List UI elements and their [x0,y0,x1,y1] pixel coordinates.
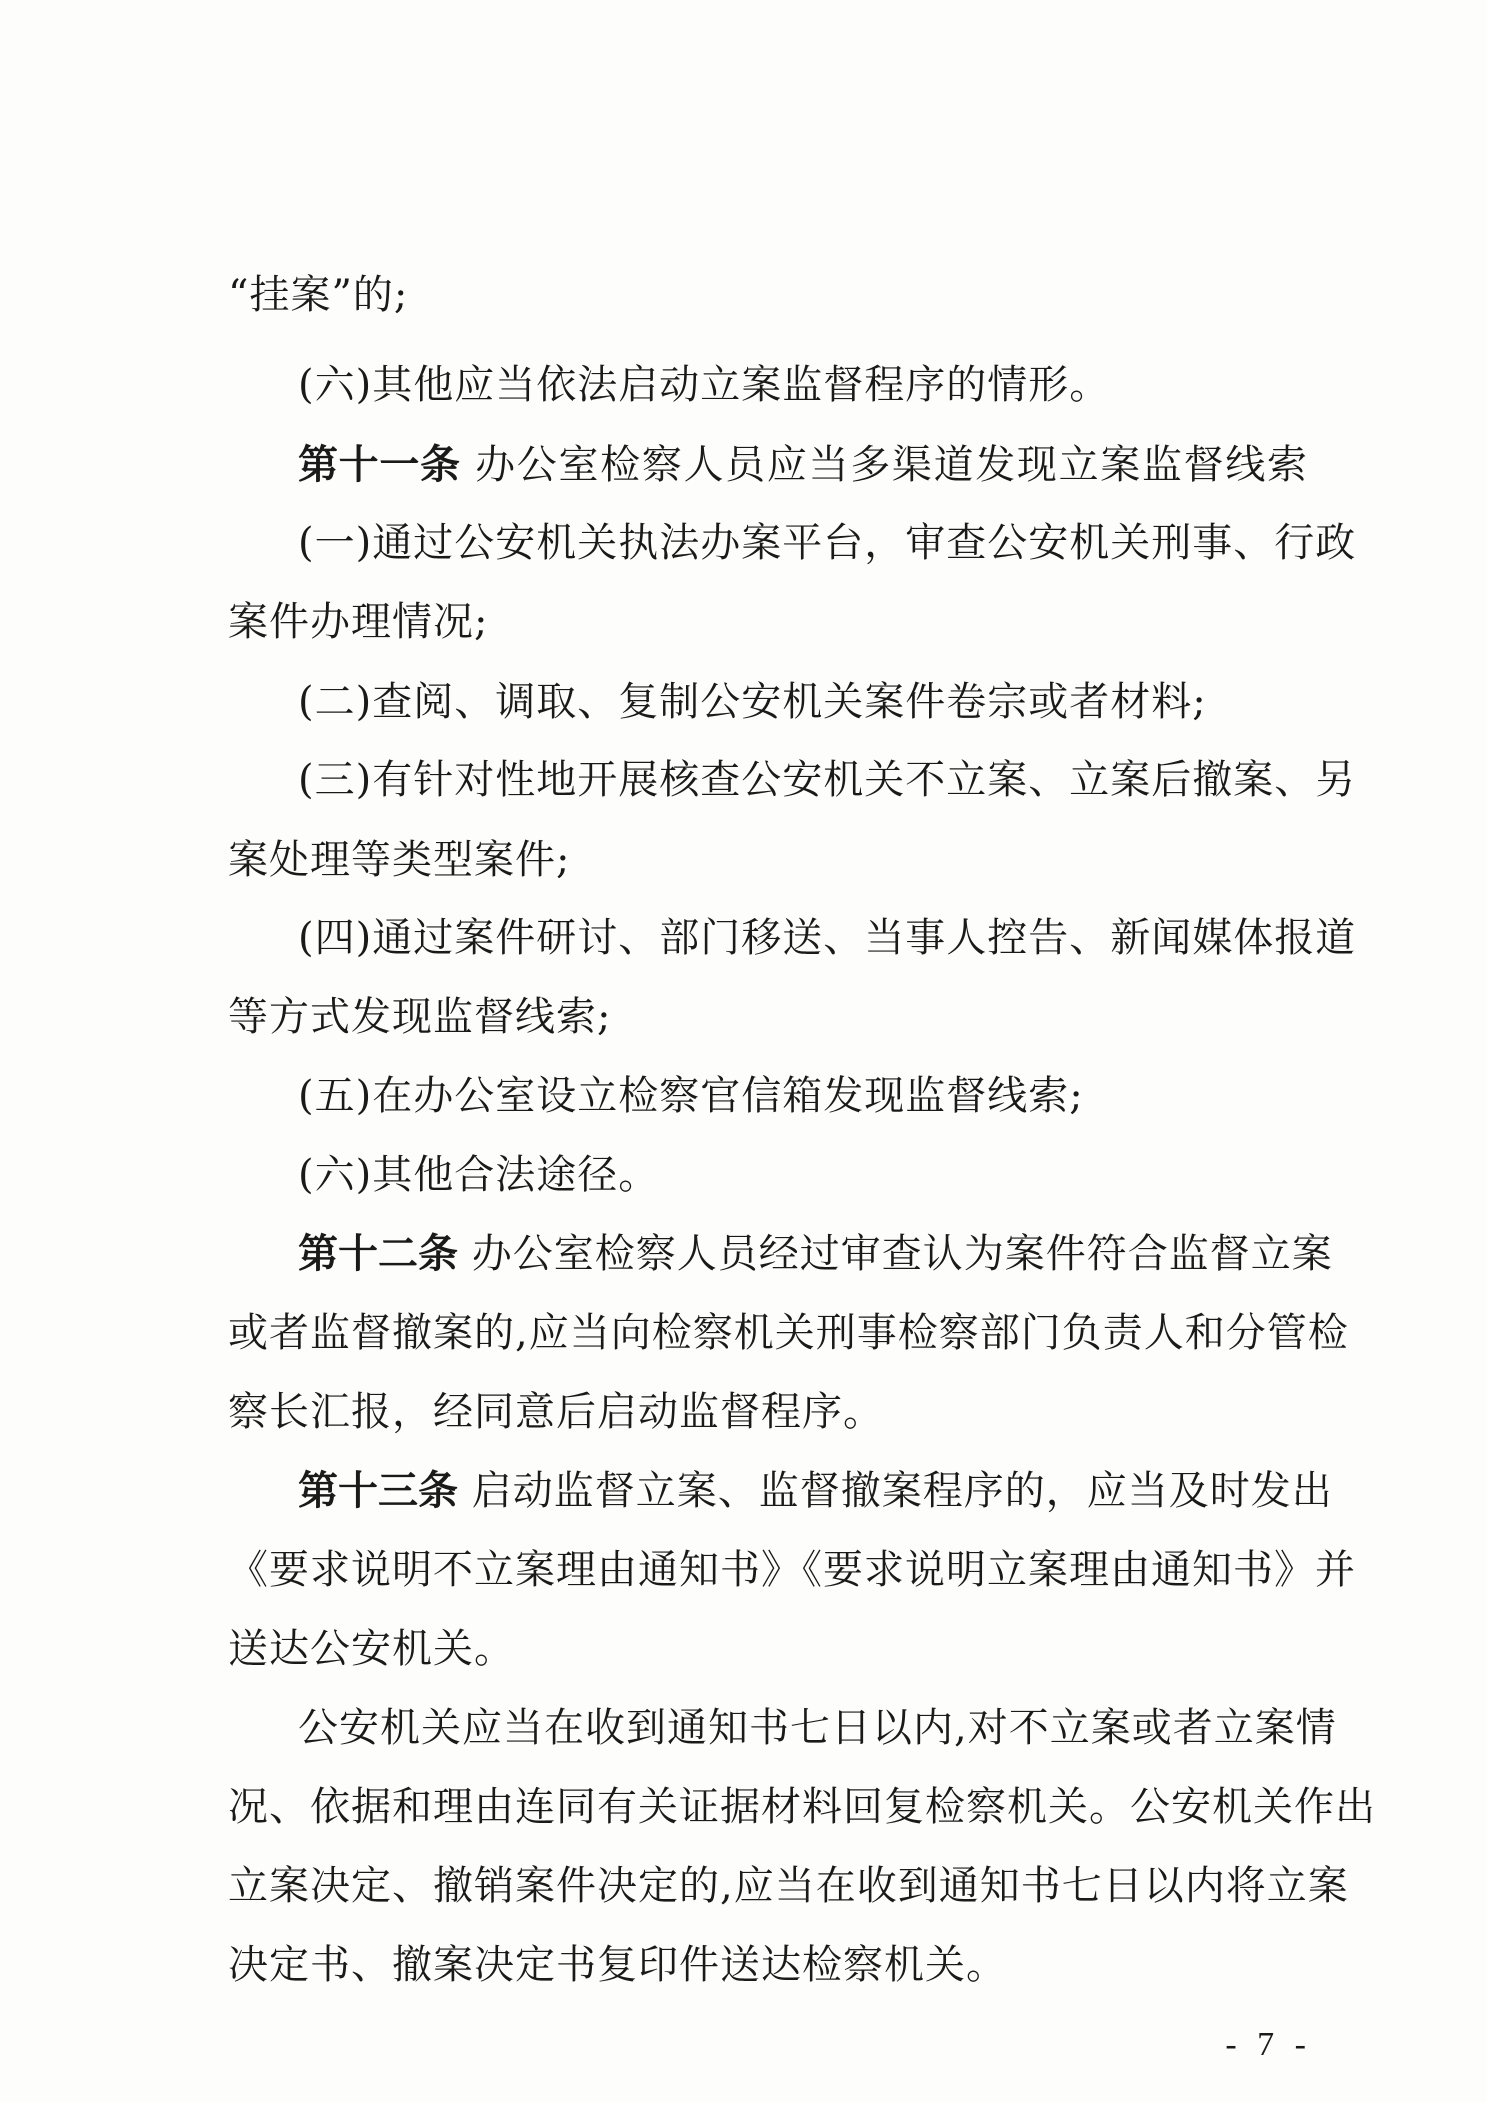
text-line-18 [228,1619,1308,1679]
line-text: (四)通过案件研讨、部门移送、当事人控告、新闻媒体报道 [298,915,1357,961]
line-text: 启动监督立案、监督撤案程序的，应当及时发出 [458,1468,1333,1514]
article-13-heading [298,1461,1333,1521]
line-text: “挂案”的; [228,272,409,318]
line-text: 送达公安机关。 [228,1626,515,1672]
text-line-5 [228,592,1308,652]
text-line-12 [298,1145,1308,1205]
line-text: 《要求说明不立案理由通知书》《要求说明立案理由通知书》并 [228,1547,1356,1593]
article-number: 第十三条 [298,1468,458,1514]
line-text: 公安机关应当在收到通知书七日以内,对不立案或者立案情 [298,1705,1337,1751]
text-line-11 [298,1066,1308,1126]
page-number: - 7 - [1225,2026,1312,2063]
article-number: 第十一条 [298,442,461,488]
line-text: (五)在办公室设立检察官信箱发现监督线索; [298,1073,1084,1119]
line-text: 等方式发现监督线索; [228,994,612,1040]
line-text: 决定书、撤案决定书复印件送达检察机关。 [228,1942,1007,1988]
article-11-heading [298,435,1308,495]
text-line-19 [298,1698,1337,1758]
line-text: 立案决定、撤销案件决定的,应当在收到通知书七日以内将立案 [228,1863,1349,1909]
article-12-heading [298,1224,1333,1284]
line-text: 办公室检察人员应当多渠道发现立案监督线索 [460,442,1309,488]
text-line-1 [228,265,1308,325]
text-line-15 [228,1382,1308,1442]
text-line-14 [228,1303,1349,1363]
line-text: 案件办理情况; [228,599,489,645]
line-text: 况、依据和理由连同有关证据材料回复检察机关。公安机关作出 [228,1784,1376,1830]
line-text: (二)查阅、调取、复制公安机关案件卷宗或者材料; [298,679,1207,725]
line-text: (一)通过公安机关执法办案平台，审查公安机关刑事、行政 [298,520,1357,566]
line-text: 察长汇报，经同意后启动监督程序。 [228,1389,884,1435]
text-line-9 [298,908,1357,968]
line-text: (三)有针对性地开展核查公安机关不立案、立案后撤案、另 [298,757,1357,803]
text-line-20 [228,1777,1376,1837]
line-text: (六)其他合法途径。 [298,1152,660,1198]
text-line-22 [228,1935,1308,1995]
text-line-2 [298,355,1308,415]
line-text: (六)其他应当依法启动立案监督程序的情形。 [298,362,1111,408]
text-line-10 [228,987,1308,1047]
text-line-7 [298,750,1357,810]
text-line-21 [228,1856,1349,1916]
text-line-8 [228,830,1308,890]
line-text: 或者监督撤案的,应当向检察机关刑事检察部门负责人和分管检 [228,1310,1349,1356]
text-line-17 [228,1540,1356,1600]
line-text: 办公室检察人员经过审查认为案件符合监督立案 [458,1231,1333,1277]
text-line-6 [298,672,1308,732]
article-number: 第十二条 [298,1231,458,1277]
line-text: 案处理等类型案件; [228,837,571,883]
text-line-4 [298,513,1357,573]
